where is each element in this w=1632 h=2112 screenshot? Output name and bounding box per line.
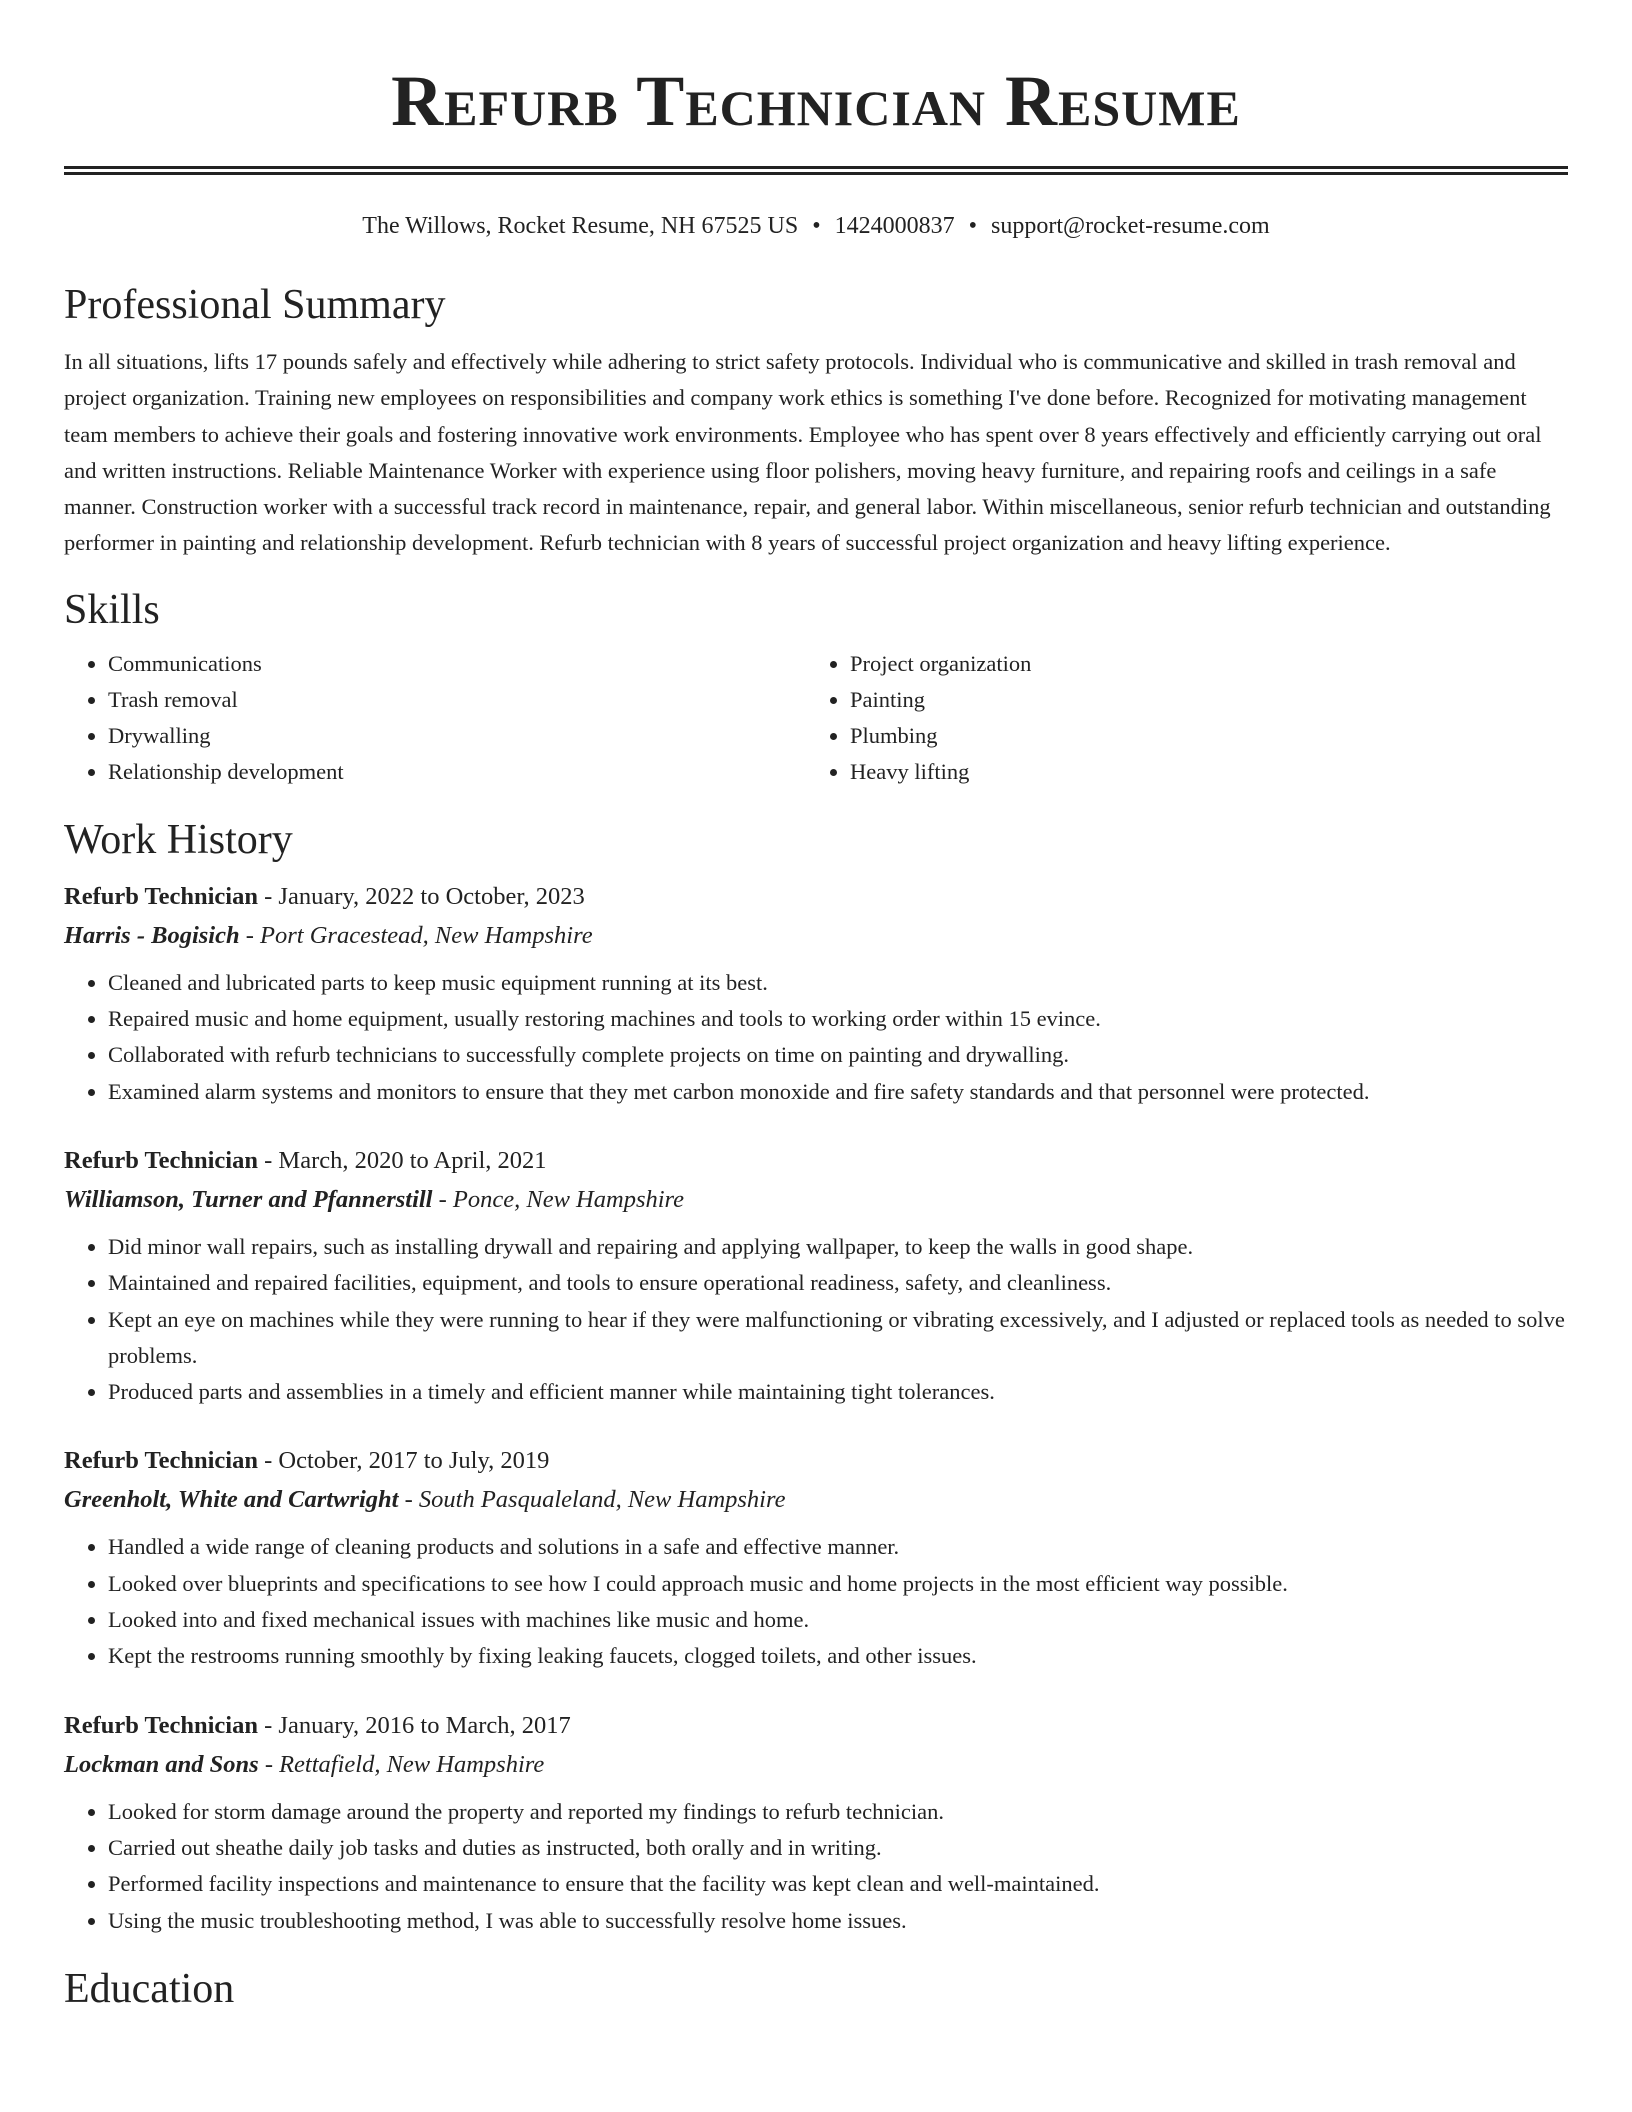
job-bullets <box>64 965 1568 1110</box>
job-bullet: • Examined alarm systems and monitors to ensure that they met carbon monoxide and fire safety standards and that personnel were protected. <box>108 1074 1568 1110</box>
education-section <box>64 1963 1568 2015</box>
job-bullets <box>64 1529 1568 1674</box>
job-bullets <box>64 1229 1568 1410</box>
contact-phone: 1424000837 <box>834 213 955 239</box>
skills-list-right <box>806 646 1548 790</box>
job-title-line <box>64 1442 1568 1480</box>
company-name: Harris - Bogisich <box>64 921 240 949</box>
skill-item: • Plumbing <box>850 718 1548 754</box>
job-title-line <box>64 1142 1568 1180</box>
skill-item: • Project organization <box>850 646 1548 682</box>
job-title: Refurb Technician <box>64 882 258 910</box>
company-name: Williamson, Turner and Pfannerstill <box>64 1185 433 1213</box>
company-location: - Rettafield, New Hampshire <box>258 1750 545 1778</box>
job-dates: - January, 2016 to March, 2017 <box>258 1711 571 1739</box>
job-entry <box>64 878 1568 1110</box>
job-title-line <box>64 878 1568 916</box>
company-name: Greenholt, White and Cartwright <box>64 1486 399 1514</box>
summary-section <box>64 279 1568 562</box>
job-bullet: • Looked into and fixed mechanical issues with machines like music and home. <box>108 1602 1568 1638</box>
skills-section <box>64 584 1568 790</box>
job-bullet: • Kept an eye on machines while they were running to hear if they were malfunctioning or vibrating excessively, and I adjusted or replaced tools as needed to solve problems. <box>108 1302 1568 1375</box>
job-bullet: • Maintained and repaired facilities, equipment, and tools to ensure operational readiness, safety, and cleanliness. <box>108 1265 1568 1301</box>
company-location: - Port Gracestead, New Hampshire <box>239 921 593 949</box>
contact-line <box>64 211 1568 241</box>
job-bullets <box>64 1794 1568 1939</box>
company-line <box>64 916 1568 955</box>
job-bullet: • Produced parts and assemblies in a timely and efficient manner while maintaining tight tolerances. <box>108 1374 1568 1410</box>
skills-heading: Skills <box>64 586 160 633</box>
job-bullet: • Cleaned and lubricated parts to keep music equipment running at its best. <box>108 965 1568 1001</box>
company-line <box>64 1180 1568 1219</box>
work-history-heading: Work History <box>64 816 293 863</box>
job-dates: - January, 2022 to October, 2023 <box>258 882 585 910</box>
contact-separator: • <box>812 213 821 239</box>
job-entry <box>64 1142 1568 1410</box>
contact-separator: • <box>968 213 977 239</box>
job-bullet: • Repaired music and home equipment, usually restoring machines and tools to working order within 15 evince. <box>108 1001 1568 1037</box>
job-bullet: • Looked for storm damage around the property and reported my findings to refurb technician. <box>108 1794 1568 1830</box>
job-bullet: • Did minor wall repairs, such as installing drywall and repairing and applying wallpaper, to keep the walls in good shape. <box>108 1229 1568 1265</box>
work-history-section <box>64 814 1568 1939</box>
resume-title: Refurb Technician Resume <box>391 61 1241 141</box>
job-dates: - March, 2020 to April, 2021 <box>258 1146 547 1174</box>
resume-page <box>64 0 1568 2015</box>
company-line <box>64 1480 1568 1519</box>
job-bullet: • Kept the restrooms running smoothly by fixing leaking faucets, clogged toilets, and other issues. <box>108 1638 1568 1674</box>
job-bullet: • Using the music troubleshooting method, I was able to successfully resolve home issues. <box>108 1903 1568 1939</box>
skill-item: • Relationship development <box>108 754 806 790</box>
job-title: Refurb Technician <box>64 1711 258 1739</box>
job-title: Refurb Technician <box>64 1146 258 1174</box>
skill-item: • Heavy lifting <box>850 754 1548 790</box>
job-bullet: • Carried out sheathe daily job tasks and duties as instructed, both orally and in writing. <box>108 1830 1568 1866</box>
job-entry <box>64 1707 1568 1939</box>
contact-address: The Willows, Rocket Resume, NH 67525 US <box>362 213 799 239</box>
job-bullet: • Performed facility inspections and maintenance to ensure that the facility was kept clean and well-maintained. <box>108 1866 1568 1902</box>
skills-columns <box>64 646 1568 790</box>
title-divider <box>64 166 1568 175</box>
skills-list-left <box>64 646 806 790</box>
skill-item: • Drywalling <box>108 718 806 754</box>
job-bullet: • Handled a wide range of cleaning products and solutions in a safe and effective manner. <box>108 1529 1568 1565</box>
job-title-line <box>64 1707 1568 1745</box>
job-bullet: • Collaborated with refurb technicians to successfully complete projects on time on painting and drywalling. <box>108 1037 1568 1073</box>
company-line <box>64 1745 1568 1784</box>
job-entry <box>64 1442 1568 1674</box>
education-heading: Education <box>64 1965 235 2012</box>
contact-email: support@rocket-resume.com <box>991 213 1270 239</box>
skill-item: • Trash removal <box>108 682 806 718</box>
summary-text: In all situations, lifts 17 pounds safely and effectively while adhering to strict safety protocols. Individual who is communicative and skilled in trash removal and project organization. Training new employees on responsibilities and company work ethics is something I've done before. Recognized for motivating management team members to achieve their goals and fostering innovative work environments. Employee who has spent over 8 years effectively and efficiently carrying out oral and written instructions. Reliable Maintenance Worker with experience using floor polishers, moving heavy furniture, and repairing roofs and ceilings in a safe manner. Construction worker with a successful track record in maintenance, repair, and general labor. Within miscellaneous, senior refurb technician and outstanding performer in painting and relationship development. Refurb technician with 8 years of successful project organization and heavy lifting experience. <box>64 349 1551 556</box>
company-location: - South Pasqualeland, New Hampshire <box>398 1486 786 1514</box>
job-dates: - October, 2017 to July, 2019 <box>258 1447 550 1475</box>
summary-heading: Professional Summary <box>64 282 446 328</box>
skill-item: • Painting <box>850 682 1548 718</box>
skill-item: • Communications <box>108 646 806 682</box>
company-location: - Ponce, New Hampshire <box>432 1185 685 1213</box>
job-bullet: • Looked over blueprints and specifications to see how I could approach music and home projects in the most efficient way possible. <box>108 1566 1568 1602</box>
job-title: Refurb Technician <box>64 1447 258 1475</box>
company-name: Lockman and Sons <box>64 1750 259 1778</box>
